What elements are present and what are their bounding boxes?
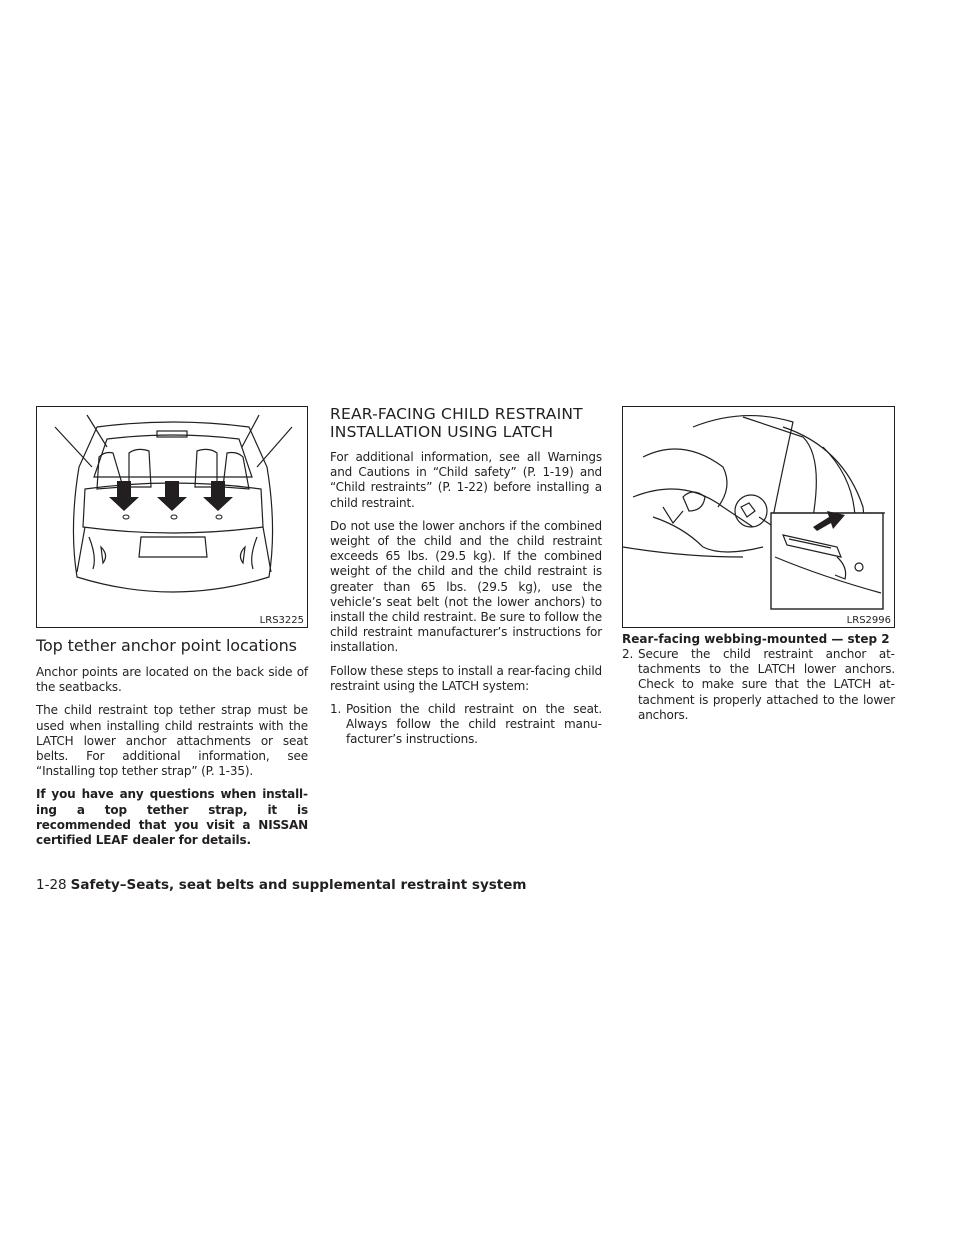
left-column — [36, 406, 308, 856]
paragraph: Anchor points are located on the back side of the seatbacks. — [36, 665, 308, 695]
detail-inset — [771, 513, 883, 609]
figure-code: LRS2996 — [846, 615, 891, 626]
heading-line-2: INSTALLATION USING LATCH — [330, 423, 554, 441]
step-1 — [330, 702, 602, 748]
heading-line-1: REAR-FACING CHILD RESTRAINT — [330, 405, 583, 423]
step-2 — [622, 647, 895, 723]
step-number: 1. — [330, 702, 342, 717]
cargo-area-drawing — [37, 407, 308, 628]
paragraph: For additional information, see all Warnings and Cautions in “Child safety” (P. 1-19) and “Child restraints” (P. 1-22) before installing a child restraint. — [330, 450, 602, 510]
step-text: Secure the child restraint anchor attachments to the LATCH lower anchors. Check to make sure that the LATCH attachment is properly attached to the lower anchors. — [638, 647, 895, 722]
section-title: Top tether anchor point locations — [36, 636, 297, 655]
cargo-area-illustration — [36, 406, 308, 628]
step-text: Position the child restraint on the seat. Always follow the child restraint manufacturer’s instructions. — [346, 702, 602, 747]
figure-caption: Rear-facing webbing-mounted — step 2 — [622, 632, 890, 646]
middle-column — [330, 406, 602, 756]
child-seat-illustration — [622, 406, 895, 628]
chapter-title: Safety–Seats, seat belts and supplemental restraint system — [70, 877, 527, 893]
page-number: 1-28 — [36, 877, 67, 893]
section-heading — [330, 405, 602, 441]
paragraph: Do not use the lower anchors if the combined weight of the child and the child restraint exceeds 65 lbs. (29.5 kg). If the combined weight of the child and the child restraint is greater than 65 lbs. (29.5 kg), use the vehicle’s seat belt (not the lower anchors) to install the child restraint. Be sure to follow the child restraint manufacturer’s instructions for installation. — [330, 518, 602, 655]
page-footer — [36, 877, 526, 893]
right-column — [622, 406, 895, 731]
paragraph: The child restraint top tether strap must be used when installing child restraints with the LATCH lower anchor attachments or seat belts. For additional information, see “Installing top tether strap” (P. 1-35). — [36, 703, 308, 779]
step-number: 2. — [622, 647, 634, 661]
child-seat-drawing — [623, 407, 895, 628]
figure-code: LRS3225 — [259, 615, 304, 626]
down-arrow-icon — [109, 481, 233, 511]
paragraph: Follow these steps to install a rear-facing child restraint using the LATCH system: — [330, 663, 602, 693]
bold-note: If you have any questions when installing a top tether strap, it is recommended that you visit a NISSAN certified LEAF dealer for details. — [36, 787, 308, 848]
